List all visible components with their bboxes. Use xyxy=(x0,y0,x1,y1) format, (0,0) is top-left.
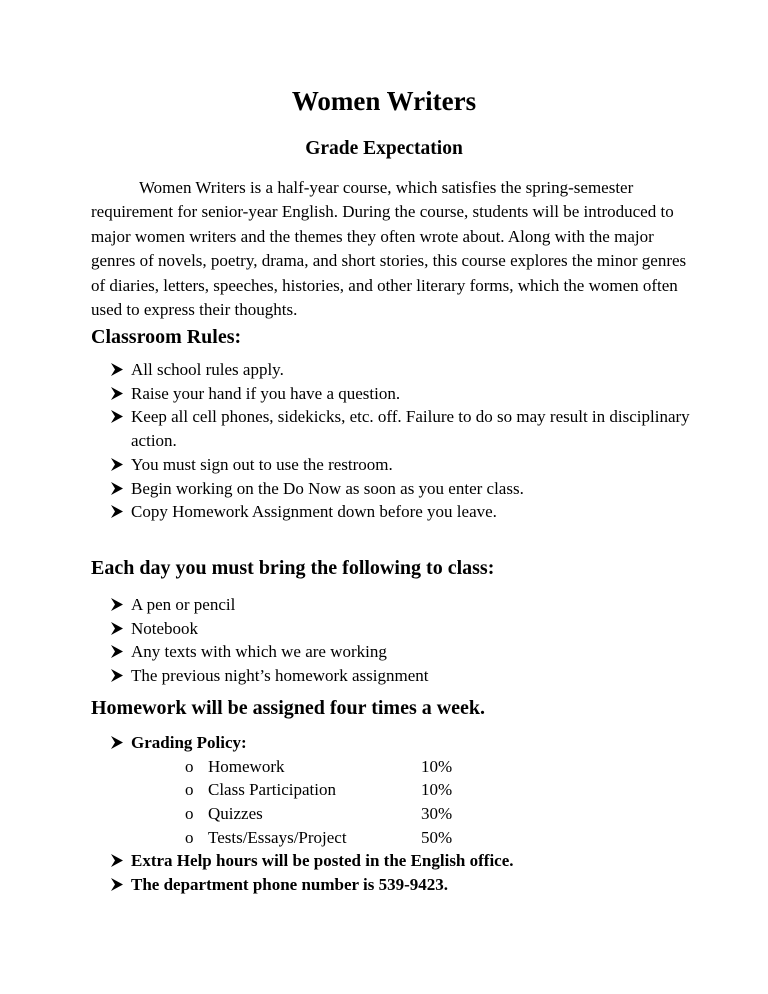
list-item: Copy Homework Assignment down before you leave. xyxy=(91,500,691,524)
sub-bullet: o xyxy=(185,756,194,776)
list-item: Any texts with which we are working xyxy=(91,640,428,664)
list-item: A pen or pencil xyxy=(91,593,428,617)
grade-label: Class Participation xyxy=(208,780,336,800)
bring-heading: Each day you must bring the following to class: xyxy=(91,557,495,579)
grade-row-tests xyxy=(91,826,731,850)
grade-label: Homework xyxy=(208,756,285,776)
grade-row-homework xyxy=(91,755,731,779)
rules-heading: Classroom Rules: xyxy=(91,326,242,348)
page-subtitle: Grade Expectation xyxy=(305,138,463,159)
arrowhead-bullet-icon xyxy=(111,622,123,635)
grade-row-class-participation xyxy=(91,778,731,802)
grade-row-quizzes xyxy=(91,802,731,826)
intro-paragraph: Women Writers is a half-year course, which satisfies the spring-semester requirement for senior-year English. During the course, students will be introduced to major women writers and the themes they often wrote about. Along with the major genres of novels, poetry, drama, and short stories, this course explores the minor genres of diaries, letters, speeches, histories, and other literary forms, which the women often used to express their thoughts. xyxy=(91,178,687,320)
list-item: All school rules apply. xyxy=(91,358,691,382)
list-item: The previous night’s homework assignment xyxy=(91,664,428,688)
list-item-grading-policy: Grading Policy: xyxy=(91,731,731,755)
arrowhead-bullet-icon xyxy=(111,736,123,749)
list-item: Keep all cell phones, sidekicks, etc. off. Failure to do so may result in disciplinary action. xyxy=(91,405,691,452)
sub-bullet: o xyxy=(185,827,194,847)
bring-list xyxy=(91,593,428,688)
grade-percent: 50% xyxy=(421,827,453,847)
list-item: Notebook xyxy=(91,617,428,641)
list-item-extra-help: Extra Help hours will be posted in the English office. xyxy=(91,849,731,873)
homework-heading: Homework will be assigned four times a week. xyxy=(91,697,486,719)
arrowhead-bullet-icon xyxy=(111,598,123,611)
sub-bullet: o xyxy=(185,780,194,800)
grades-table xyxy=(91,755,731,850)
arrowhead-bullet-icon xyxy=(111,410,123,423)
list-item: You must sign out to use the restroom. xyxy=(91,453,691,477)
page-title: Women Writers xyxy=(291,86,477,116)
grading-list xyxy=(91,731,731,897)
arrowhead-bullet-icon xyxy=(111,878,123,891)
grade-label: Tests/Essays/Project xyxy=(208,827,347,847)
grade-percent: 30% xyxy=(421,804,453,824)
arrowhead-bullet-icon xyxy=(111,363,123,376)
arrowhead-bullet-icon xyxy=(111,669,123,682)
grade-percent: 10% xyxy=(421,780,453,800)
arrowhead-bullet-icon xyxy=(111,505,123,518)
rules-list xyxy=(91,358,691,524)
list-item-phone: The department phone number is 539-9423. xyxy=(91,873,731,897)
sub-bullet: o xyxy=(185,804,194,824)
list-item: Begin working on the Do Now as soon as you enter class. xyxy=(91,477,691,501)
grade-percent: 10% xyxy=(421,756,453,776)
arrowhead-bullet-icon xyxy=(111,854,123,867)
arrowhead-bullet-icon xyxy=(111,645,123,658)
arrowhead-bullet-icon xyxy=(111,387,123,400)
list-item: Raise your hand if you have a question. xyxy=(91,382,691,406)
arrowhead-bullet-icon xyxy=(111,458,123,471)
grade-label: Quizzes xyxy=(208,804,263,824)
arrowhead-bullet-icon xyxy=(111,482,123,495)
